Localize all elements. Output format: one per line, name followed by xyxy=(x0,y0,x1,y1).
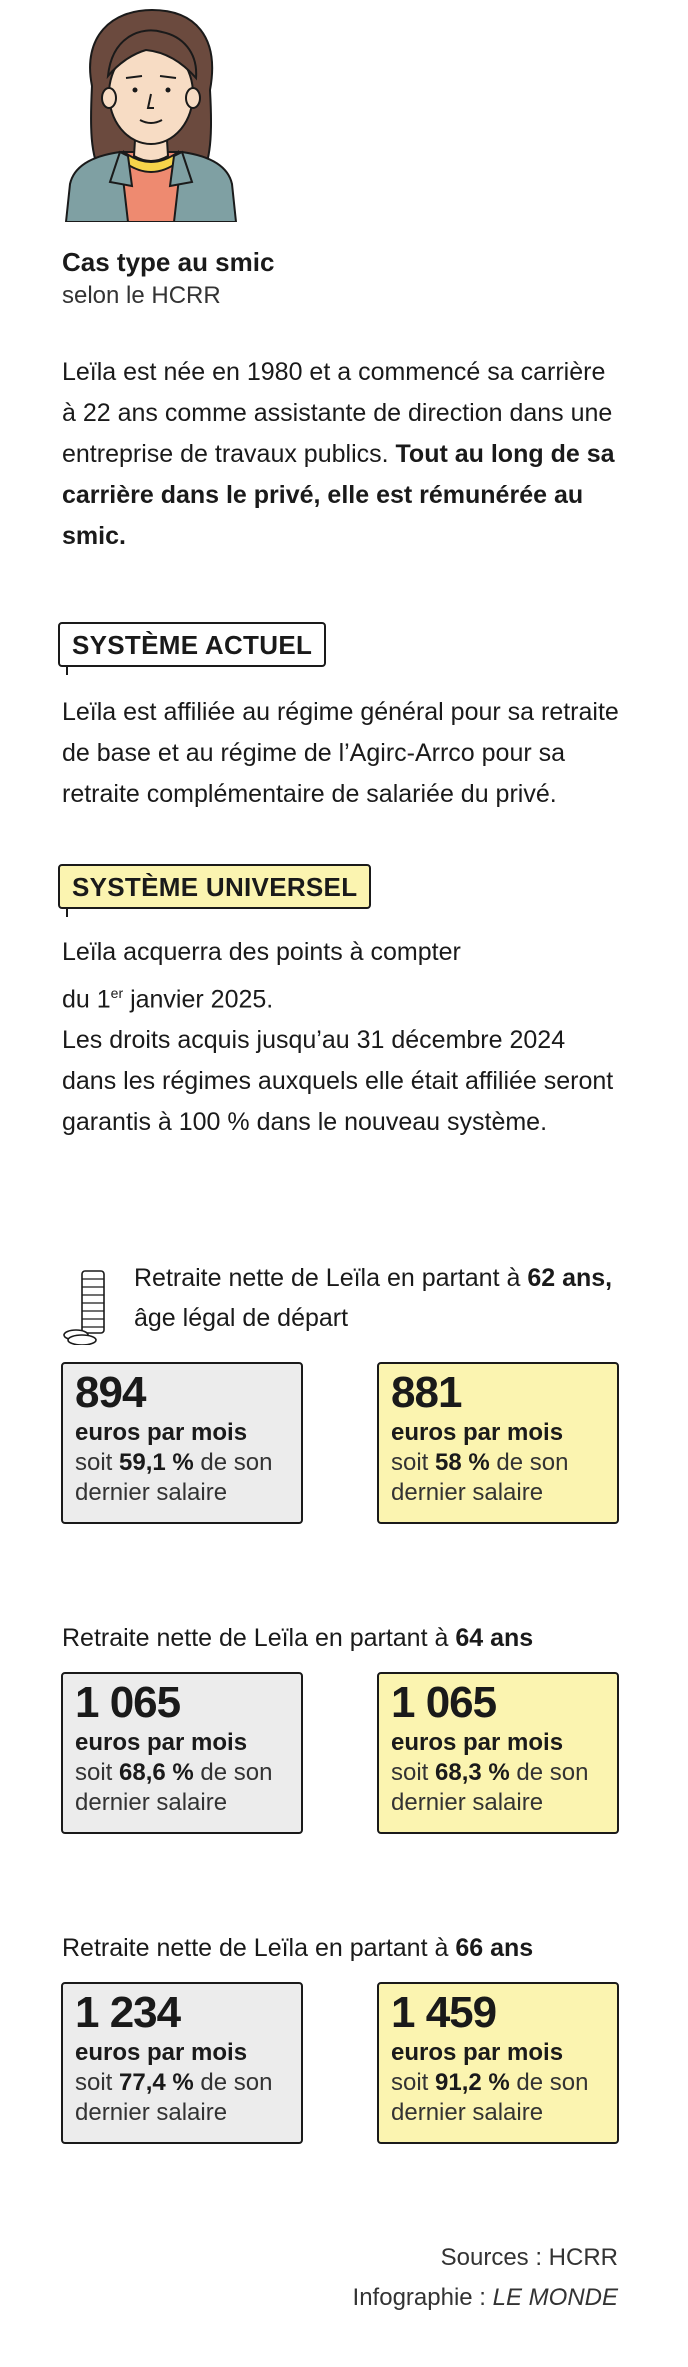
replacement-rate: soit 58 % de son xyxy=(391,1449,569,1476)
replacement-rate: soit 68,3 % de son xyxy=(391,1759,589,1786)
pension-unit: euros par mois xyxy=(391,2039,564,2066)
intro-paragraph xyxy=(62,352,642,557)
universal-line: Les droits acquis jusqu’au 31 décembre 2024 xyxy=(62,1026,566,1055)
current-system-62-box: 894 euros par mois soit 59,1 % de son dernier salaire xyxy=(61,1362,303,1524)
pension-unit: euros par mois xyxy=(75,1729,248,1756)
replacement-rate: soit 91,2 % de son xyxy=(391,2069,589,2096)
pension-amount: 1 065 xyxy=(75,1678,181,1727)
universal-line: dans les régimes auxquels elle était affiliée seront xyxy=(62,1067,614,1096)
pension-amount: 1 065 xyxy=(391,1678,497,1727)
case-title: Cas type au smic xyxy=(62,247,275,277)
universal-line: Leïla acquerra des points à compter xyxy=(62,938,461,966)
case-subtitle: selon le HCRR xyxy=(62,282,221,309)
credits xyxy=(353,2238,618,2318)
infographie-credit: Infographie : LE MONDE xyxy=(352,2284,618,2311)
scenario-66-heading: Retraite nette de Leïla en partant à 66 ans xyxy=(62,1934,534,1962)
universal-system-tag: SYSTÈME UNIVERSEL xyxy=(58,864,371,909)
pension-amount: 881 xyxy=(391,1368,462,1417)
pension-amount: 1 234 xyxy=(75,1988,181,2037)
universal-line: garantis à 100 % dans le nouveau système. xyxy=(62,1108,548,1137)
scenario-64-heading: Retraite nette de Leïla en partant à 64 ans xyxy=(62,1624,534,1652)
intro-line: Leïla est née en 1980 et a commencé sa carrière xyxy=(62,358,606,386)
current-system-paragraph xyxy=(62,692,642,815)
intro-line: entreprise de travaux publics. Tout au long de sa xyxy=(62,440,615,468)
intro-line: carrière dans le privé, elle est rémunérée au smic. xyxy=(62,481,584,550)
intro-line: à 22 ans comme assistante de direction dans une xyxy=(62,399,613,427)
pension-amount: 1 459 xyxy=(391,1988,497,2037)
universal-system-66-box: 1 459 euros par mois soit 91,2 % de son dernier salaire xyxy=(377,1982,619,2144)
scenario-62-heading: Retraite nette de Leïla en partant à 62 ans, âge légal de départ xyxy=(134,1264,613,1332)
pension-amount: 894 xyxy=(75,1368,146,1417)
coin-stack-icon xyxy=(62,1265,108,1345)
current-line: de base et au régime de l’Agirc-Arrco pour sa xyxy=(62,739,566,767)
universal-system-62-box: 881 euros par mois soit 58 % de son dernier salaire xyxy=(377,1362,619,1524)
replacement-rate: soit 68,6 % de son xyxy=(75,1759,273,1786)
pension-unit: euros par mois xyxy=(75,2039,248,2066)
current-line: retraite complémentaire de salariée du privé. xyxy=(62,780,557,808)
current-system-64-box: 1 065 euros par mois soit 68,6 % de son dernier salaire xyxy=(61,1672,303,1834)
pension-unit: euros par mois xyxy=(391,1419,564,1446)
pension-unit: euros par mois xyxy=(75,1419,248,1446)
universal-system-paragraph xyxy=(62,932,642,1143)
sources-credit: Sources : HCRR xyxy=(440,2244,618,2271)
current-system-tag: SYSTÈME ACTUEL xyxy=(58,622,326,667)
pension-unit: euros par mois xyxy=(391,1729,564,1756)
replacement-rate: soit 77,4 % de son xyxy=(75,2069,273,2096)
universal-line: du 1er janvier 2025. xyxy=(62,985,274,1014)
replacement-rate: soit 59,1 % de son xyxy=(75,1449,273,1476)
current-system-66-box: 1 234 euros par mois soit 77,4 % de son dernier salaire xyxy=(61,1982,303,2144)
current-line: Leïla est affiliée au régime général pour sa retraite xyxy=(62,698,619,726)
universal-system-64-box: 1 065 euros par mois soit 68,3 % de son dernier salaire xyxy=(377,1672,619,1834)
woman-avatar-illustration xyxy=(62,6,240,222)
